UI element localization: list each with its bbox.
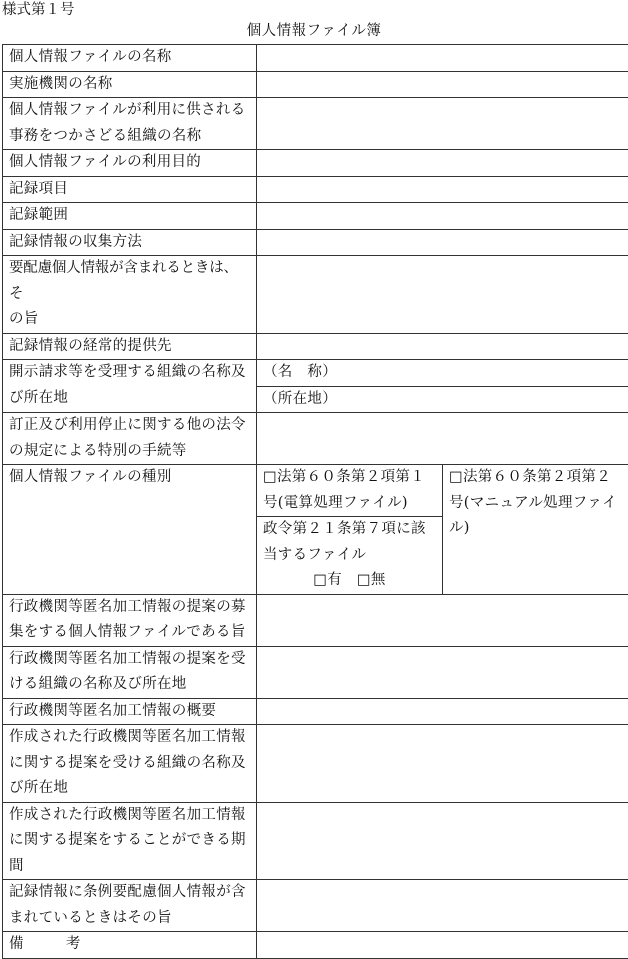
value-ordinance-sensitive[interactable] bbox=[257, 880, 628, 932]
row-anon-proposal-solicit bbox=[3, 594, 628, 646]
value-purpose[interactable] bbox=[257, 150, 628, 177]
value-anon-proposal-solicit[interactable] bbox=[257, 594, 628, 646]
label-collection-method: 記録情報の収集方法 bbox=[3, 229, 257, 256]
row-ordinance-sensitive bbox=[3, 880, 628, 932]
option-line: □法第６０条第２項第１ bbox=[263, 465, 436, 491]
row-sensitive-info bbox=[3, 256, 628, 334]
label-line: 行政機関等匿名加工情報の提案の募 bbox=[9, 595, 250, 621]
label-agency-name: 実施機関の名称 bbox=[3, 71, 257, 98]
label-managing-org bbox=[3, 98, 257, 150]
row-anon-proposal-org bbox=[3, 646, 628, 698]
option-line: 号(電算処理ファイル) bbox=[263, 491, 436, 517]
label-line: の旨 bbox=[9, 307, 250, 333]
label-disclosure-org bbox=[3, 360, 257, 413]
label-record-scope: 記録範囲 bbox=[3, 203, 257, 230]
label-line: 行政機関等匿名加工情報の提案を受 bbox=[9, 647, 250, 673]
value-anon-proposal-org[interactable] bbox=[257, 646, 628, 698]
value-record-scope[interactable] bbox=[257, 203, 628, 230]
option-line: ル) bbox=[449, 516, 622, 542]
remarks-char: 備 bbox=[9, 936, 24, 952]
label-line: に関する提案をすることができる期 bbox=[9, 828, 250, 854]
label-line: に関する提案を受ける組織の名称及 bbox=[9, 751, 250, 777]
row-managing-org bbox=[3, 98, 628, 150]
label-line: 要配慮個人情報が含まれるときは、そ bbox=[9, 256, 250, 307]
label-sensitive-info bbox=[3, 256, 257, 334]
label-line: び所在地 bbox=[9, 386, 250, 412]
option-manual-file[interactable] bbox=[443, 465, 628, 595]
document-title: 個人情報ファイル簿 bbox=[0, 21, 628, 41]
value-agency-name[interactable] bbox=[257, 71, 628, 98]
row-special-procedures bbox=[3, 413, 628, 465]
label-ordinance-sensitive bbox=[3, 880, 257, 932]
value-created-anon-org[interactable] bbox=[257, 725, 628, 803]
label-line: 間 bbox=[9, 854, 250, 880]
register-table bbox=[2, 44, 628, 959]
label-line: の規定による特別の手続等 bbox=[9, 439, 250, 465]
label-line: び所在地 bbox=[9, 776, 250, 802]
label-line: 作成された行政機関等匿名加工情報 bbox=[9, 803, 250, 829]
row-remarks bbox=[3, 932, 628, 959]
row-anon-summary bbox=[3, 698, 628, 725]
option-line: □法第６０条第２項第２ bbox=[449, 465, 622, 491]
label-line: 開示請求等を受理する組織の名称及 bbox=[9, 360, 250, 386]
label-line: ける組織の名称及び所在地 bbox=[9, 672, 250, 698]
row-record-scope bbox=[3, 203, 628, 230]
row-created-anon-org bbox=[3, 725, 628, 803]
value-anon-summary[interactable] bbox=[257, 698, 628, 725]
value-record-items[interactable] bbox=[257, 176, 628, 203]
row-file-type bbox=[3, 465, 628, 595]
row-record-items bbox=[3, 176, 628, 203]
label-created-anon-period bbox=[3, 802, 257, 880]
label-line: 訂正及び利用停止に関する他の法令 bbox=[9, 413, 250, 439]
value-disclosure-org-address[interactable]: （所在地） bbox=[257, 386, 628, 413]
label-file-type: 個人情報ファイルの種別 bbox=[3, 465, 257, 595]
value-special-procedures[interactable] bbox=[257, 413, 628, 465]
label-line: 集をする個人情報ファイルである旨 bbox=[9, 620, 250, 646]
ordinance-line: 当するファイル bbox=[263, 543, 436, 569]
value-collection-method[interactable] bbox=[257, 229, 628, 256]
option-electronic-file[interactable] bbox=[257, 465, 442, 517]
label-regular-provision: 記録情報の経常的提供先 bbox=[3, 333, 257, 360]
row-purpose bbox=[3, 150, 628, 177]
value-remarks[interactable] bbox=[257, 932, 628, 959]
value-disclosure-org-name[interactable]: （名 称） bbox=[257, 360, 628, 387]
label-anon-proposal-org bbox=[3, 646, 257, 698]
label-purpose: 個人情報ファイルの利用目的 bbox=[3, 150, 257, 177]
ordinance-yes-no-checkboxes[interactable]: □有 □無 bbox=[263, 568, 436, 594]
label-file-name: 個人情報ファイルの名称 bbox=[3, 45, 257, 72]
label-special-procedures bbox=[3, 413, 257, 465]
value-regular-provision[interactable] bbox=[257, 333, 628, 360]
row-agency-name bbox=[3, 71, 628, 98]
value-sensitive-info[interactable] bbox=[257, 256, 628, 334]
label-line: 記録情報に条例要配慮個人情報が含 bbox=[9, 880, 250, 906]
label-record-items: 記録項目 bbox=[3, 176, 257, 203]
row-collection-method bbox=[3, 229, 628, 256]
row-regular-provision bbox=[3, 333, 628, 360]
remarks-char: 考 bbox=[66, 936, 81, 952]
file-type-electronic-cell bbox=[257, 465, 443, 595]
ordinance-line: 政令第２１条第７項に該 bbox=[263, 517, 436, 543]
row-file-name bbox=[3, 45, 628, 72]
row-created-anon-period bbox=[3, 802, 628, 880]
ordinance-applicability bbox=[257, 517, 442, 594]
label-line: まれているときはその旨 bbox=[9, 906, 250, 932]
label-line: 事務をつかさどる組織の名称 bbox=[9, 124, 250, 150]
label-line: 作成された行政機関等匿名加工情報 bbox=[9, 725, 250, 751]
label-created-anon-org bbox=[3, 725, 257, 803]
label-anon-summary: 行政機関等匿名加工情報の概要 bbox=[3, 698, 257, 725]
option-line: 号(マニュアル処理ファイ bbox=[449, 491, 622, 517]
label-remarks bbox=[3, 932, 257, 959]
label-anon-proposal-solicit bbox=[3, 594, 257, 646]
value-created-anon-period[interactable] bbox=[257, 802, 628, 880]
value-managing-org[interactable] bbox=[257, 98, 628, 150]
label-line: 個人情報ファイルが利用に供される bbox=[9, 98, 250, 124]
value-file-name[interactable] bbox=[257, 45, 628, 72]
row-disclosure-org-name bbox=[3, 360, 628, 387]
form-number: 様式第１号 bbox=[2, 0, 75, 20]
